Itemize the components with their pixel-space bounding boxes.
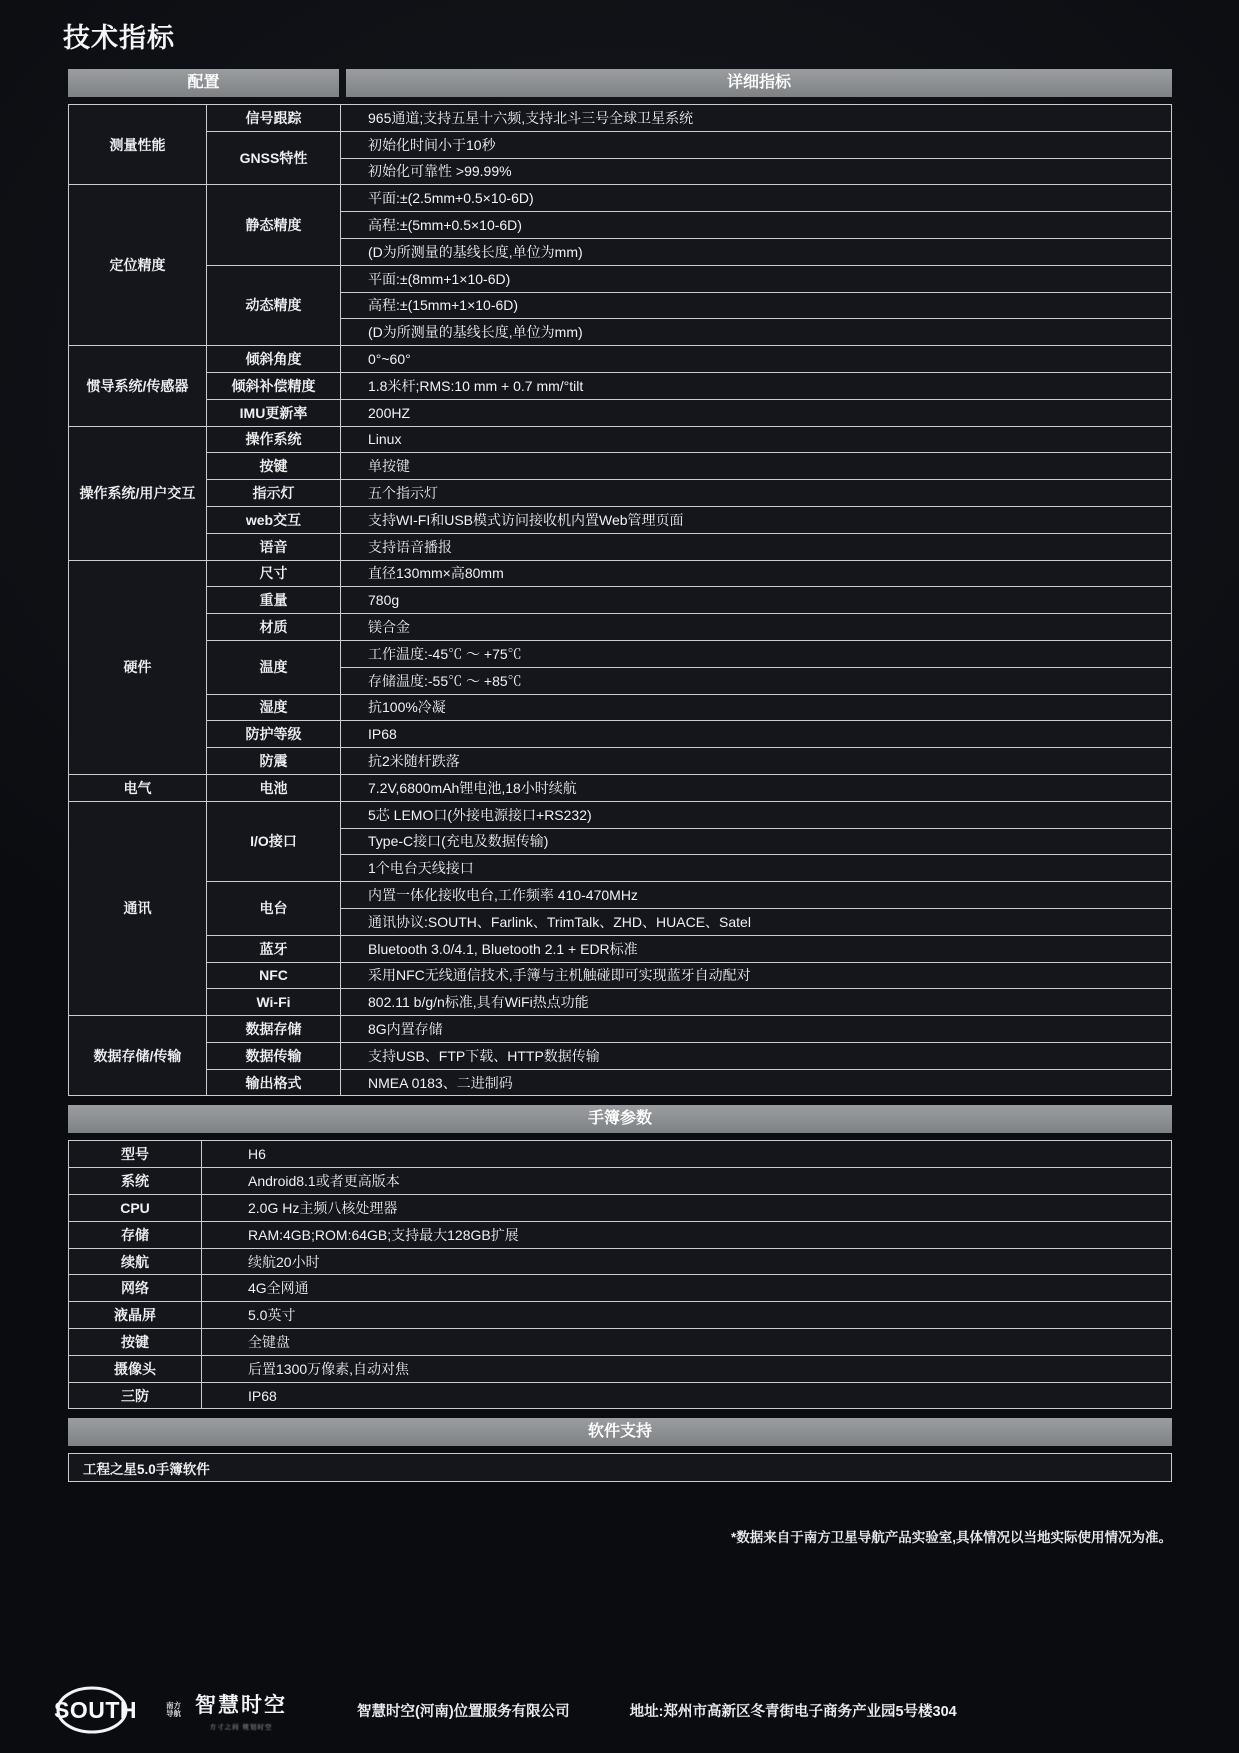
spec-sub-cell: 防护等级 (207, 721, 341, 748)
spec-row (69, 1016, 1172, 1043)
handheld-value-cell: 后置1300万像素,自动对焦 (202, 1355, 1172, 1382)
spec-row (69, 882, 1172, 909)
handheld-row (69, 1382, 1172, 1409)
handheld-label-cell: 系统 (69, 1168, 202, 1195)
handheld-label-cell: 液晶屏 (69, 1302, 202, 1329)
spec-value-cell: 工作温度:-45℃ ～ +75℃ (341, 640, 1172, 667)
spec-table (68, 104, 1172, 1096)
handheld-value-cell: Android8.1或者更高版本 (202, 1168, 1172, 1195)
spec-sub-cell: 尺寸 (207, 560, 341, 587)
handheld-row (69, 1221, 1172, 1248)
table-header-row (68, 69, 1172, 97)
spec-sub-cell: 防震 (207, 748, 341, 775)
spec-row (69, 453, 1172, 480)
spec-value-cell: Bluetooth 3.0/4.1, Bluetooth 2.1 + EDR标准 (341, 935, 1172, 962)
spec-sub-cell: 语音 (207, 533, 341, 560)
spec-value-cell: 单按键 (341, 453, 1172, 480)
spec-value-cell: 采用NFC无线通信技术,手簿与主机触碰即可实现蓝牙自动配对 (341, 962, 1172, 989)
spec-sub-cell: 温度 (207, 640, 341, 694)
spec-value-cell: 7.2V,6800mAh锂电池,18小时续航 (341, 774, 1172, 801)
data-source-footnote: *数据来自于南方卫星导航产品实验室,具体情况以当地实际使用情况为准。 (730, 1530, 1172, 1546)
spec-value-cell: 平面:±(8mm+1×10-6D) (341, 265, 1172, 292)
company-address: 地址:郑州市高新区冬青街电子商务产业园5号楼304 (629, 1703, 957, 1720)
spec-value-cell: 200HZ (341, 399, 1172, 426)
spec-row (69, 506, 1172, 533)
spec-row (69, 774, 1172, 801)
spec-row (69, 694, 1172, 721)
software-row (69, 1454, 1172, 1482)
spec-sub-cell: web交互 (207, 506, 341, 533)
handheld-label-cell: 型号 (69, 1141, 202, 1168)
spec-sub-cell: Wi-Fi (207, 989, 341, 1016)
south-logo-subtext: 南方 导航 (166, 1701, 181, 1718)
handheld-value-cell: 4G全网通 (202, 1275, 1172, 1302)
handheld-value-cell: H6 (202, 1141, 1172, 1168)
software-section-bar: 软件支持 (68, 1418, 1172, 1446)
spec-sub-cell: 输出格式 (207, 1069, 341, 1096)
handheld-table (68, 1140, 1172, 1409)
spec-sub-cell: 动态精度 (207, 265, 341, 345)
spec-sub-cell: 材质 (207, 614, 341, 641)
handheld-value-cell: 全键盘 (202, 1329, 1172, 1356)
brand-tagline: 方寸之间 规划时空 (209, 1724, 273, 1731)
spec-value-cell: 初始化可靠性 >99.99% (341, 158, 1172, 185)
spec-value-cell: 780g (341, 587, 1172, 614)
spec-value-cell: IP68 (341, 721, 1172, 748)
handheld-value-cell: 2.0G Hz主频八核处理器 (202, 1195, 1172, 1222)
handheld-label-cell: CPU (69, 1195, 202, 1222)
spec-row (69, 935, 1172, 962)
spec-table-body (69, 105, 1172, 1096)
spec-value-cell: 5芯 LEMO口(外接电源接口+RS232) (341, 801, 1172, 828)
spec-row (69, 560, 1172, 587)
spec-sub-cell: 湿度 (207, 694, 341, 721)
company-name: 智慧时空(河南)位置服务有限公司 (357, 1703, 570, 1720)
spec-value-cell: 0°~60° (341, 346, 1172, 373)
spec-sub-cell: 操作系统 (207, 426, 341, 453)
brand-name: 智慧时空 (195, 1694, 287, 1717)
spec-row (69, 372, 1172, 399)
handheld-row (69, 1355, 1172, 1382)
spec-row (69, 721, 1172, 748)
spec-value-cell: 五个指示灯 (341, 480, 1172, 507)
spec-group-cell: 定位精度 (69, 185, 207, 346)
handheld-label-cell: 按键 (69, 1329, 202, 1356)
spec-value-cell: 平面:±(2.5mm+0.5×10-6D) (341, 185, 1172, 212)
handheld-label-cell: 网络 (69, 1275, 202, 1302)
spec-value-cell: 802.11 b/g/n标准,具有WiFi热点功能 (341, 989, 1172, 1016)
handheld-label-cell: 存储 (69, 1221, 202, 1248)
handheld-section-bar: 手簿参数 (68, 1105, 1172, 1133)
spec-sub-cell: 数据存储 (207, 1016, 341, 1043)
spec-value-cell: 965通道;支持五星十六频,支持北斗三号全球卫星系统 (341, 105, 1172, 132)
spec-sub-cell: 电台 (207, 882, 341, 936)
spec-row (69, 1069, 1172, 1096)
handheld-row (69, 1195, 1172, 1222)
handheld-label-cell: 摄像头 (69, 1355, 202, 1382)
spec-row (69, 265, 1172, 292)
spec-value-cell: 镁合金 (341, 614, 1172, 641)
spec-sheet (63, 0, 1172, 1546)
handheld-value-cell: RAM:4GB;ROM:64GB;支持最大128GB扩展 (202, 1221, 1172, 1248)
handheld-table-body (69, 1141, 1172, 1409)
spec-row (69, 426, 1172, 453)
spec-row (69, 748, 1172, 775)
spec-value-cell: 高程:±(5mm+0.5×10-6D) (341, 212, 1172, 239)
spec-row (69, 105, 1172, 132)
handheld-value-cell: 续航20小时 (202, 1248, 1172, 1275)
handheld-label-cell: 三防 (69, 1382, 202, 1409)
spec-row (69, 640, 1172, 667)
spec-group-cell: 操作系统/用户交互 (69, 426, 207, 560)
spec-value-cell: 支持WI-FI和USB模式访问接收机内置Web管理页面 (341, 506, 1172, 533)
header-config: 配置 (68, 69, 339, 97)
spec-sub-cell: 按键 (207, 453, 341, 480)
spec-sub-cell: 静态精度 (207, 185, 341, 265)
spec-group-cell: 通讯 (69, 801, 207, 1015)
spec-row (69, 614, 1172, 641)
spec-value-cell: 1个电台天线接口 (341, 855, 1172, 882)
spec-row (69, 399, 1172, 426)
svg-text:SOUTH: SOUTH (54, 1697, 137, 1723)
spec-value-cell: 1.8米杆;RMS:10 mm + 0.7 mm/°tilt (341, 372, 1172, 399)
spec-sub-cell: GNSS特性 (207, 131, 341, 185)
spec-group-cell: 惯导系统/传感器 (69, 346, 207, 426)
spec-sub-cell: 指示灯 (207, 480, 341, 507)
spec-sub-cell: 信号跟踪 (207, 105, 341, 132)
spec-group-cell: 测量性能 (69, 105, 207, 185)
spec-value-cell: 抗2米随杆跌落 (341, 748, 1172, 775)
spec-row (69, 989, 1172, 1016)
spec-sub-cell: 电池 (207, 774, 341, 801)
spec-value-cell: Type-C接口(充电及数据传输) (341, 828, 1172, 855)
handheld-row (69, 1168, 1172, 1195)
spec-row (69, 131, 1172, 158)
spec-value-cell: 支持USB、FTP下载、HTTP数据传输 (341, 1042, 1172, 1069)
software-table (68, 1453, 1172, 1482)
spec-row (69, 962, 1172, 989)
spec-value-cell: (D为所测量的基线长度,单位为mm) (341, 319, 1172, 346)
spec-value-cell: 通讯协议:SOUTH、Farlink、TrimTalk、ZHD、HUACE、Satel (341, 908, 1172, 935)
spec-row (69, 587, 1172, 614)
spec-row (69, 533, 1172, 560)
spec-sub-cell: 倾斜补偿精度 (207, 372, 341, 399)
spec-value-cell: Linux (341, 426, 1172, 453)
spec-group-cell: 电气 (69, 774, 207, 801)
spec-group-cell: 数据存储/传输 (69, 1016, 207, 1096)
handheld-label-cell: 续航 (69, 1248, 202, 1275)
handheld-row (69, 1141, 1172, 1168)
south-logo (52, 1686, 181, 1734)
south-logo-icon (52, 1686, 164, 1734)
spec-sub-cell: NFC (207, 962, 341, 989)
spec-value-cell: 8G内置存储 (341, 1016, 1172, 1043)
handheld-row (69, 1302, 1172, 1329)
software-item: 工程之星5.0手簿软件 (69, 1454, 1172, 1482)
brand-logo (195, 1689, 287, 1731)
spec-row (69, 185, 1172, 212)
spec-value-cell: 抗100%冷凝 (341, 694, 1172, 721)
handheld-row (69, 1248, 1172, 1275)
handheld-value-cell: 5.0英寸 (202, 1302, 1172, 1329)
spec-value-cell: (D为所测量的基线长度,单位为mm) (341, 238, 1172, 265)
spec-value-cell: 初始化时间小于10秒 (341, 131, 1172, 158)
page-footer (52, 1686, 1192, 1734)
spec-row (69, 1042, 1172, 1069)
spec-sub-cell: IMU更新率 (207, 399, 341, 426)
page-title: 技术指标 (63, 23, 175, 53)
spec-sub-cell: 倾斜角度 (207, 346, 341, 373)
spec-row (69, 346, 1172, 373)
spec-value-cell: 内置一体化接收电台,工作频率 410-470MHz (341, 882, 1172, 909)
spec-value-cell: NMEA 0183、二进制码 (341, 1069, 1172, 1096)
header-detail: 详细指标 (346, 69, 1172, 97)
spec-group-cell: 硬件 (69, 560, 207, 774)
spec-sub-cell: 蓝牙 (207, 935, 341, 962)
spec-row (69, 801, 1172, 828)
spec-sub-cell: I/O接口 (207, 801, 341, 881)
spec-value-cell: 高程:±(15mm+1×10-6D) (341, 292, 1172, 319)
spec-value-cell: 支持语音播报 (341, 533, 1172, 560)
handheld-row (69, 1275, 1172, 1302)
spec-value-cell: 存储温度:-55℃ ～ +85℃ (341, 667, 1172, 694)
spec-value-cell: 直径130mm×高80mm (341, 560, 1172, 587)
handheld-value-cell: IP68 (202, 1382, 1172, 1409)
spec-sub-cell: 数据传输 (207, 1042, 341, 1069)
spec-sub-cell: 重量 (207, 587, 341, 614)
handheld-row (69, 1329, 1172, 1356)
spec-row (69, 480, 1172, 507)
